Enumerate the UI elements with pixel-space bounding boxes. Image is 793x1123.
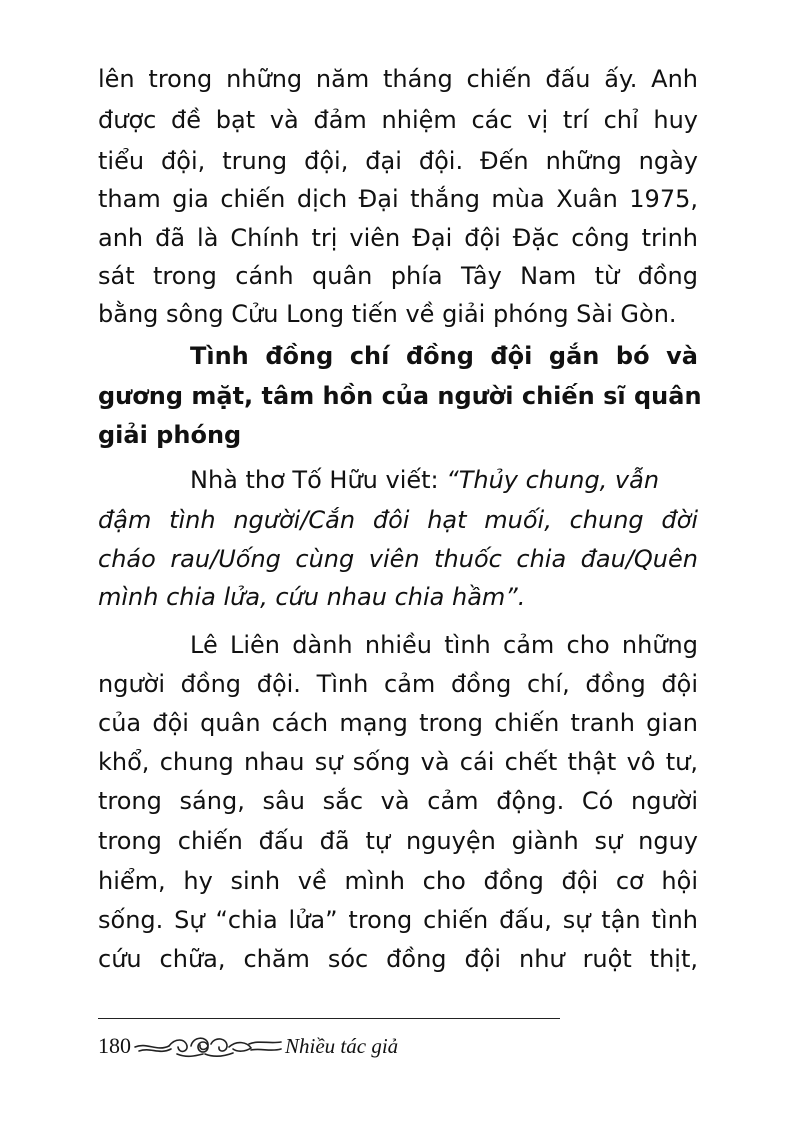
page-number: 180: [98, 1033, 131, 1058]
paragraph-3-line: sống. Sự “chia lửa” trong chiến đấu, sự tận tình: [98, 906, 698, 934]
quote-line: mình chia lửa, cứu nhau chia hầm”.: [98, 583, 526, 611]
page-footer: [98, 1028, 398, 1064]
paragraph-1-line: lên trong những năm tháng chiến đấu ấy. Anh: [98, 65, 698, 93]
quote-line: đậm tình người/Cắn đôi hạt muối, chung đời: [98, 506, 698, 534]
paragraph-2-first-line: [190, 465, 698, 495]
paragraph-3-line: Lê Liên dành nhiều tình cảm cho những: [190, 631, 698, 659]
footer-divider: [98, 1018, 560, 1019]
quote-intro: Nhà thơ Tố Hữu viết:: [190, 466, 447, 494]
section-heading-line: Tình đồng chí đồng đội gắn bó và: [190, 342, 698, 370]
paragraph-1-line: được đề bạt và đảm nhiệm các vị trí chỉ huy: [98, 106, 698, 134]
paragraph-1-line: anh đã là Chính trị viên Đại đội Đặc công trinh: [98, 224, 698, 252]
quote-line: cháo rau/Uống cùng viên thuốc chia đau/Quên: [98, 545, 698, 573]
paragraph-3-line: trong sáng, sâu sắc và cảm động. Có người: [98, 787, 698, 815]
paragraph-3-line: khổ, chung nhau sự sống và cái chết thật vô tư,: [98, 748, 698, 776]
paragraph-3-line: cứu chữa, chăm sóc đồng đội như ruột thịt,: [98, 945, 698, 973]
quote-text: “Thủy chung, vẫn: [446, 466, 660, 494]
paragraph-3-line: của đội quân cách mạng trong chiến tranh gian: [98, 709, 698, 737]
paragraph-1-line: tham gia chiến dịch Đại thắng mùa Xuân 1975,: [98, 185, 698, 213]
paragraph-1-line: sát trong cánh quân phía Tây Nam từ đồng: [98, 262, 698, 290]
paragraph-1-line: bằng sông Cửu Long tiến về giải phóng Sài Gòn.: [98, 300, 677, 328]
paragraph-3-line: người đồng đội. Tình cảm đồng chí, đồng đội: [98, 670, 698, 698]
paragraph-1-line: tiểu đội, trung đội, đại đội. Đến những ngày: [98, 147, 698, 175]
book-author: Nhiều tác giả: [285, 1033, 399, 1058]
floral-ornament-icon: [133, 1032, 283, 1060]
paragraph-3-line: hiểm, hy sinh về mình cho đồng đội cơ hội: [98, 867, 698, 895]
paragraph-3-line: trong chiến đấu đã tự nguyện giành sự nguy: [98, 827, 698, 855]
section-heading-line: giải phóng: [98, 421, 242, 449]
section-heading-line: gương mặt, tâm hồn của người chiến sĩ quân: [98, 382, 702, 410]
